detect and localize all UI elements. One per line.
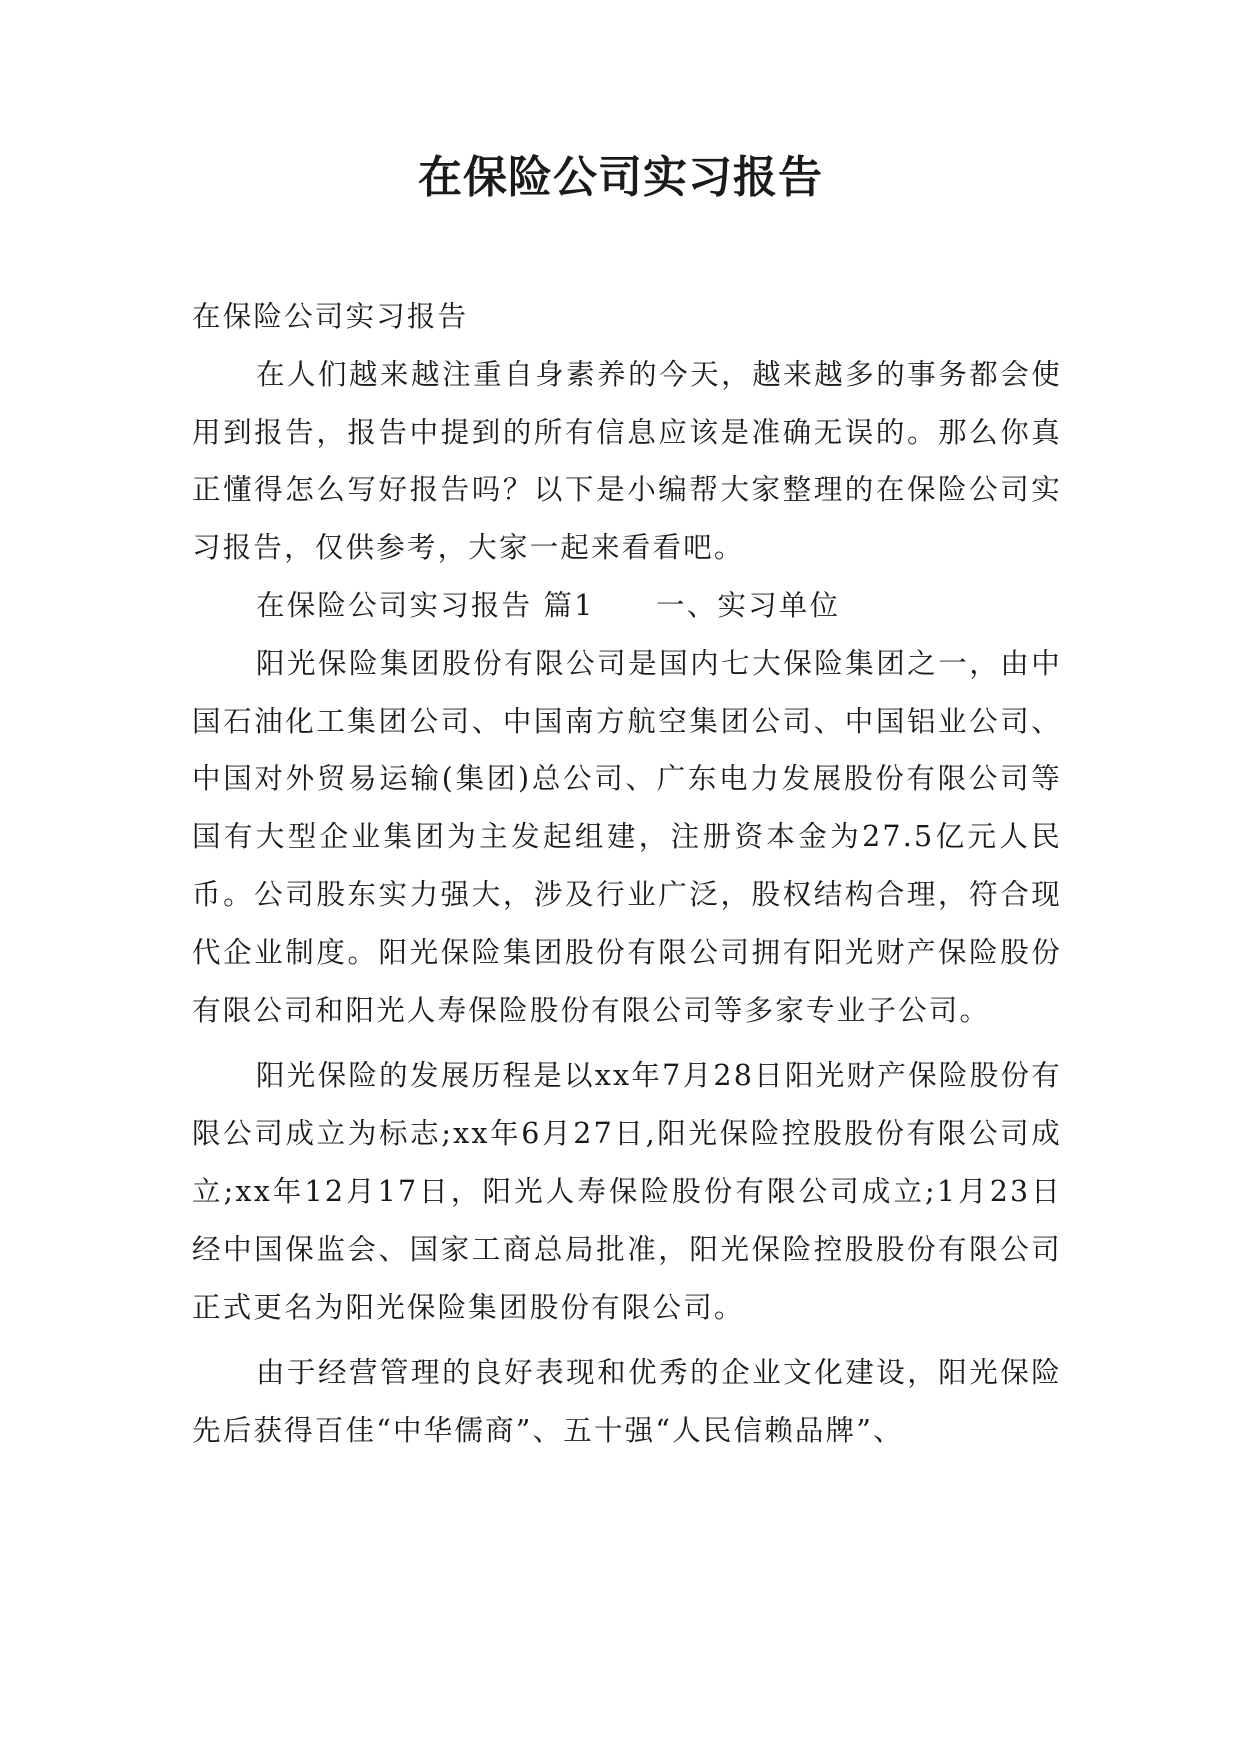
document-body xyxy=(192,288,1062,1460)
company-paragraph: 阳光保险集团股份有限公司是国内七大保险集团之一，由中国石油化工集团公司、中国南方航空集团公司、中国铝业公司、中国对外贸易运输(集团)总公司、广东电力发展股份有限公司等国有大型企业集团为主发起组建，注册资本金为27.5亿元人民币。公司股东实力强大，涉及行业广泛，股权结构合理，符合现代企业制度。阳光保险集团股份有限公司拥有阳光财产保险股份有限公司和阳光人寿保险股份有限公司等多家专业子公司。 xyxy=(192,646,1062,1027)
intro-paragraph: 在人们越来越注重自身素养的今天，越来越多的事务都会使用到报告，报告中提到的所有信息应该是准确无误的。那么你真正懂得怎么写好报告吗？以下是小编帮大家整理的在保险公司实习报告，仅供参考，大家一起来看看吧。 xyxy=(192,357,1062,565)
history-paragraph: 阳光保险的发展历程是以xx年7月28日阳光财产保险股份有限公司成立为标志;xx年6月27日,阳光保险控股股份有限公司成立;xx年12月17日，阳光人寿保险股份有限公司成立;1月23日经中国保监会、国家工商总局批准，阳光保险控股股份有限公司正式更名为阳光保险集团股份有限公司。 xyxy=(192,1059,1062,1324)
awards-paragraph: 由于经营管理的良好表现和优秀的企业文化建设，阳光保险先后获得百佳“中华儒商”、五十强“人民信赖品牌”、 xyxy=(192,1356,1062,1448)
document-title: 在保险公司实习报告 xyxy=(418,152,823,203)
body-heading: 在保险公司实习报告 xyxy=(192,300,469,333)
section-heading: 在保险公司实习报告 篇1 一、实习单位 xyxy=(256,588,841,622)
